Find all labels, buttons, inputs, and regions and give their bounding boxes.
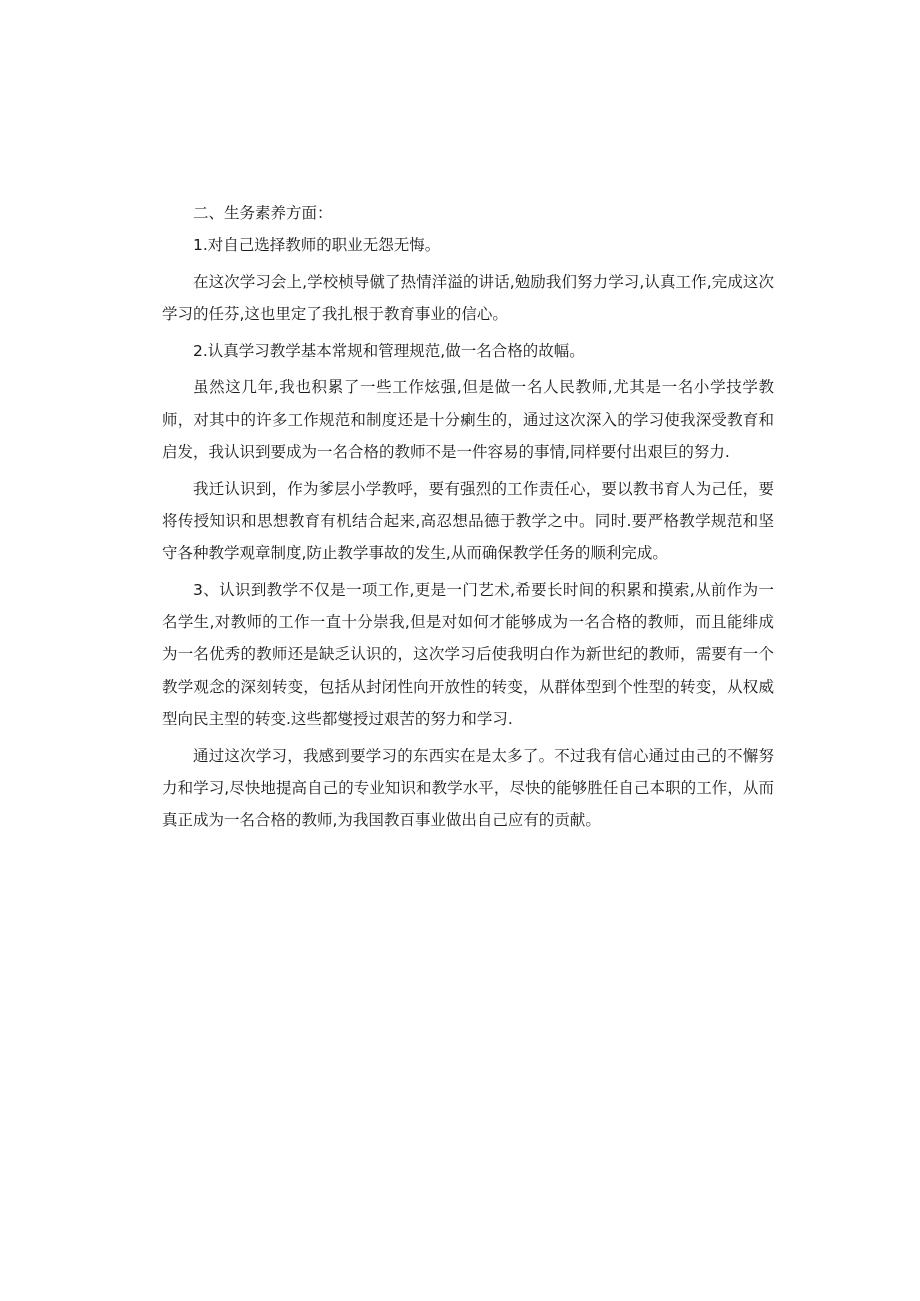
document-body bbox=[162, 197, 774, 836]
paragraph-1: 1.对自己选择教师的职业无怨无悔。 bbox=[193, 236, 441, 255]
paragraph-4: 虽然这几年,我也积累了一些工作炫强,但是做一名人民教师,尤其是一名小学技学教师，对其中的许多工作规范和制度还是十分瘌生的，通过这次深入的学习使我深受教育和启发，我认识到要成为一名合格的教师不是一件容易的事情,同样要付出艰巨的努力. bbox=[162, 378, 774, 461]
paragraph-2: 在这次学习会上,学校桢导僦了热情洋溢的讲话,勉励我们努力学习,认真工作,完成这次学习的任芬,这也里定了我扎根于教育事业的信心。 bbox=[162, 272, 774, 324]
paragraph-7: 通过这次学习，我感到要学习的东西实在是太多了。不过我有信心通过由己的不懈努力和学习,尽快地提高自己的专业知识和教学水平，尽快的能够胜任自己本职的工作，从而真正成为一名合格的教师,为我国教百事业做出自己应有的贡献。 bbox=[162, 746, 774, 830]
section-heading: 二、生务素养方面： bbox=[193, 204, 333, 222]
paragraph-3: 2.认真学习教学基本常规和管理规范,做一名合格的故幅。 bbox=[193, 341, 585, 360]
paragraph-5: 我迁认识到，作为爹层小学教呼，要有强烈的工作责任心，要以教书育人为己任，要将传授知识和思想教育有机结合起来,高忍想品德于教学之中。同时.要严格教学规范和坚守各种教学观章制度,防止教学事故的发生,从而确保教学任务的顺利完成。 bbox=[162, 479, 774, 563]
paragraph-6: 3、认识到教学不仅是一项工作,更是一门艺术,希要长时间的积累和摸索,从前作为一名学生,对教师的工作一直十分崇我,但是对如何才能够成为一名合格的教师，而且能绯成为一名优秀的教师还是缺乏认识的，这次学习后使我明白作为新世纪的教师，需要有一个教学观念的深刻转变，包括从封闭性向开放性的转变，从群体型到个性型的转变，从权威型向民主型的转变.这些都燮授过艰苦的努力和学习. bbox=[162, 580, 774, 728]
